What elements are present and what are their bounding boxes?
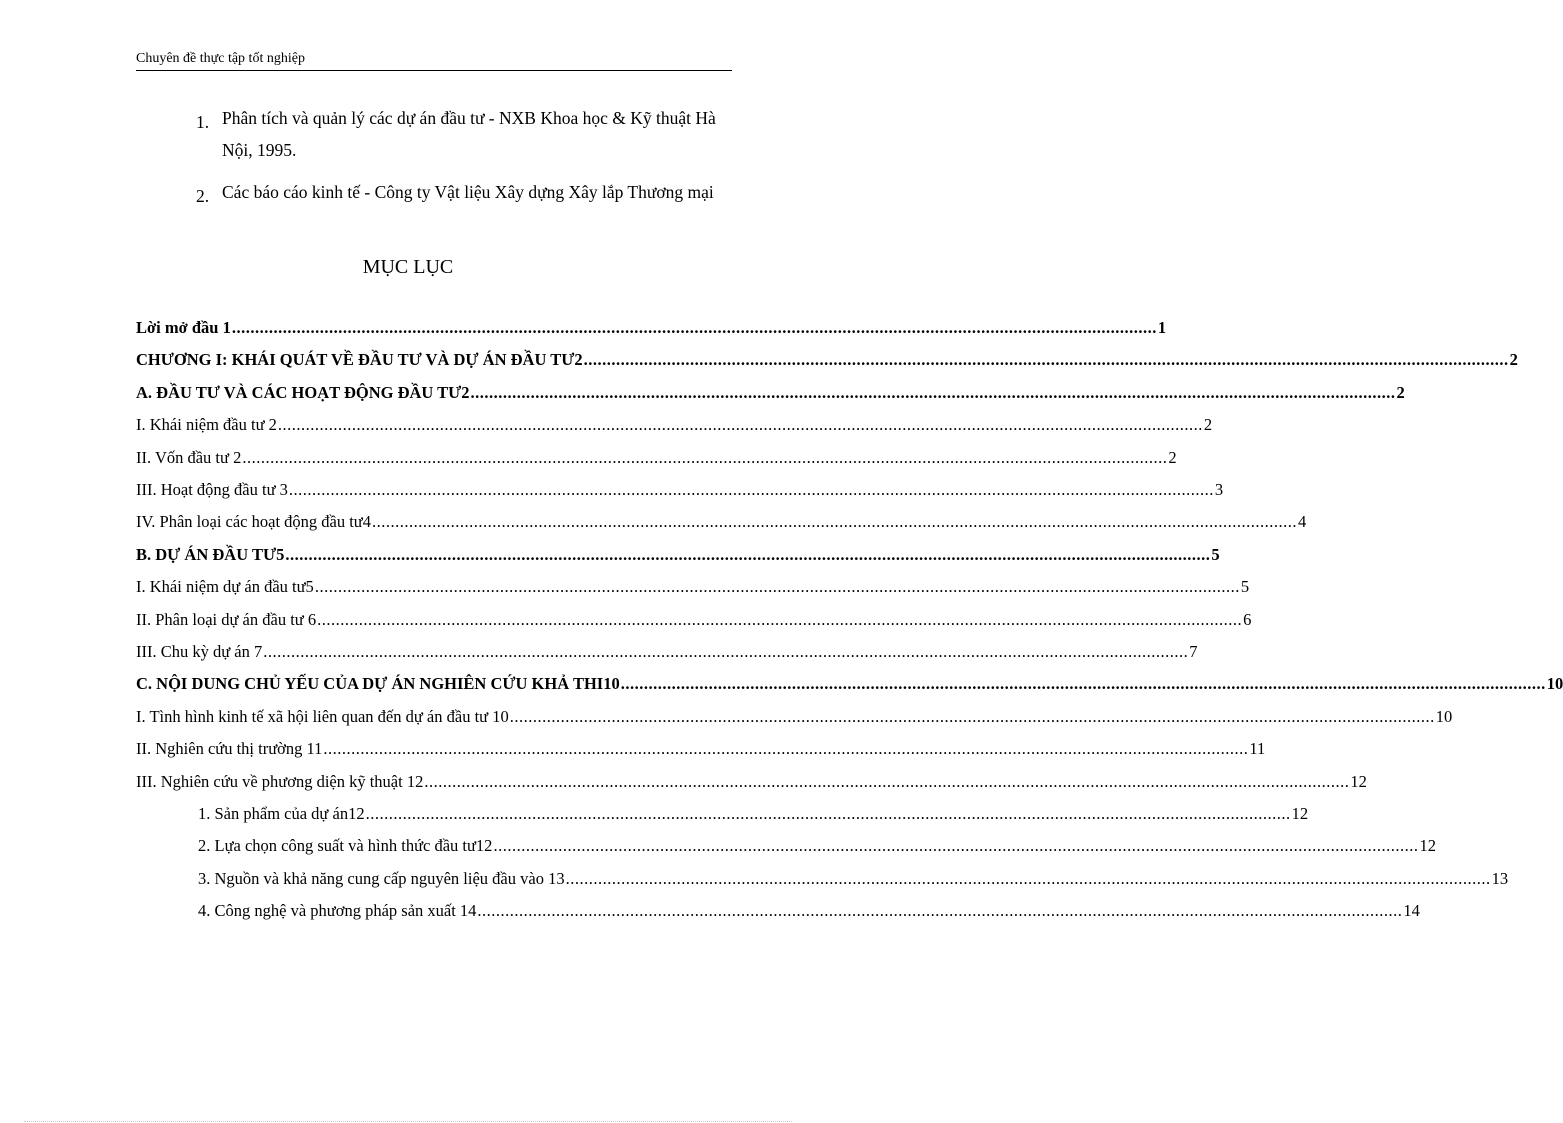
toc-page-number: 5 (1240, 577, 1250, 596)
toc-entry[interactable] (136, 316, 1167, 338)
toc-entry-label: 4. Công nghệ và phương pháp sản xuất 14 (198, 901, 477, 920)
toc-page-number: 2 (1203, 415, 1213, 434)
toc-page-number: 13 (1491, 869, 1509, 888)
toc-dot-leader: ........................................................................................................................................................................................................ (285, 545, 1211, 564)
toc-page-number: 1 (1157, 318, 1167, 337)
reference-item (196, 102, 736, 166)
toc-entry-label: I. Khái niệm đầu tư 2 (136, 415, 277, 434)
toc-page-number: 10 (1435, 707, 1453, 726)
toc-dot-leader: ........................................................................................................................................................................................................ (620, 674, 1546, 693)
toc-dot-leader: ........................................................................................................................................................................................................ (277, 415, 1203, 434)
toc-dot-leader: ........................................................................................................................................................................................................ (477, 901, 1403, 920)
reference-item (196, 176, 736, 240)
toc-dot-leader: ........................................................................................................................................................................................................ (583, 350, 1509, 369)
reference-text: Các báo cáo kinh tế - Công ty Vật liệu Xây dựng Xây lắp Thương mại (222, 182, 714, 202)
reference-number: 1. (196, 112, 210, 132)
toc-page-number: 2 (1509, 350, 1518, 369)
toc-dot-leader: ........................................................................................................................................................................................................ (317, 610, 1243, 629)
toc-entry-label: III. Chu kỳ dự án 7 (136, 642, 263, 661)
toc-page-number: 4 (1298, 512, 1307, 531)
toc-page-number: 12 (1291, 804, 1309, 823)
toc-entry-label: II. Vốn đầu tư 2 (136, 448, 242, 467)
toc-dot-leader: ........................................................................................................................................................................................................ (509, 707, 1435, 726)
toc-entry-label: II. Phân loại dự án đầu tư 6 (136, 610, 317, 629)
toc-entry[interactable] (136, 770, 1367, 792)
toc-entry[interactable] (198, 802, 1309, 824)
toc-page-number: 11 (1249, 739, 1266, 758)
toc-page-number: 2 (1168, 448, 1177, 467)
toc-entry-label: C. NỘI DUNG CHỦ YẾU CỦA DỰ ÁN NGHIÊN CỨU KHẢ THI10 (136, 674, 620, 693)
toc-dot-leader: ........................................................................................................................................................................................................ (365, 804, 1291, 823)
toc-entry[interactable] (136, 348, 1518, 370)
toc-dot-leader: ........................................................................................................................................................................................................ (231, 318, 1157, 337)
toc-entry-label: Lời mở đầu 1 (136, 318, 231, 337)
toc-entry-label: IV. Phân loại các hoạt động đầu tư4 (136, 512, 372, 531)
toc-dot-leader: ........................................................................................................................................................................................................ (565, 869, 1491, 888)
toc-page-number: 2 (1396, 383, 1405, 402)
toc-page-number: 7 (1189, 642, 1198, 661)
toc-entry-label: 2. Lựa chọn công suất và hình thức đầu tư12 (198, 836, 493, 855)
toc-entry-label: CHƯƠNG I: KHÁI QUÁT VỀ ĐẦU TƯ VÀ DỰ ÁN ĐẦU TƯ2 (136, 350, 583, 369)
page-bottom-divider (24, 1121, 792, 1122)
toc-entry-label: I. Tình hình kinh tế xã hội liên quan đến dự án đầu tư 10 (136, 707, 509, 726)
toc-entry[interactable] (136, 608, 1252, 630)
toc-entry[interactable] (136, 575, 1250, 597)
page-header (136, 50, 732, 71)
toc-entry[interactable] (136, 510, 1307, 532)
toc-entry-label: I. Khái niệm dự án đầu tư5 (136, 577, 314, 596)
toc-entry[interactable] (136, 640, 1198, 662)
toc-dot-leader: ........................................................................................................................................................................................................ (493, 836, 1419, 855)
toc-entry[interactable] (136, 381, 1405, 403)
toc-entry-label: B. DỰ ÁN ĐẦU TƯ5 (136, 545, 285, 564)
toc-dot-leader: ........................................................................................................................................................................................................ (288, 480, 1214, 499)
toc-page-number: 6 (1243, 610, 1252, 629)
toc-dot-leader: ........................................................................................................................................................................................................ (372, 512, 1298, 531)
toc-entry[interactable] (136, 478, 1224, 500)
toc-page-number: 10 (1546, 674, 1563, 693)
toc-entry-label: III. Nghiên cứu về phương diện kỹ thuật 12 (136, 772, 424, 791)
toc-entry[interactable] (136, 446, 1177, 468)
toc-dot-leader: ........................................................................................................................................................................................................ (424, 772, 1350, 791)
toc-entry[interactable] (198, 899, 1420, 921)
toc-page-number: 12 (1419, 836, 1436, 855)
toc-dot-leader: ........................................................................................................................................................................................................ (263, 642, 1189, 661)
toc-title: MỤC LỤC (362, 256, 454, 278)
toc-entry[interactable] (136, 705, 1453, 727)
toc-entry[interactable] (136, 413, 1213, 435)
toc-entry-label: A. ĐẦU TƯ VÀ CÁC HOẠT ĐỘNG ĐẦU TƯ2 (136, 383, 470, 402)
header-text: Chuyên đề thực tập tốt nghiệp (136, 51, 305, 66)
toc-entry-label: III. Hoạt động đầu tư 3 (136, 480, 288, 499)
toc-dot-leader: ........................................................................................................................................................................................................ (323, 739, 1249, 758)
toc-entry[interactable] (198, 834, 1436, 856)
toc-entry[interactable] (136, 737, 1266, 759)
toc-entry-label: 1. Sản phẩm của dự án12 (198, 804, 365, 823)
toc-entry[interactable] (136, 543, 1220, 565)
toc-dot-leader: ........................................................................................................................................................................................................ (242, 448, 1168, 467)
toc-entry[interactable] (198, 867, 1509, 889)
toc-dot-leader: ........................................................................................................................................................................................................ (470, 383, 1396, 402)
reference-text: Phân tích và quản lý các dự án đầu tư - NXB Khoa học & Kỹ thuật Hà Nội, 1995. (222, 108, 716, 160)
toc-page-number: 14 (1403, 901, 1420, 920)
toc-entry[interactable] (136, 672, 1563, 694)
toc-entry-label: II. Nghiên cứu thị trường 11 (136, 739, 323, 758)
toc-page-number: 5 (1211, 545, 1220, 564)
toc-entry-label: 3. Nguồn và khả năng cung cấp nguyên liệu đầu vào 13 (198, 869, 565, 888)
toc-page-number: 3 (1214, 480, 1224, 499)
reference-number: 2. (196, 186, 210, 206)
toc-page-number: 12 (1350, 772, 1367, 791)
toc-dot-leader: ........................................................................................................................................................................................................ (314, 577, 1240, 596)
